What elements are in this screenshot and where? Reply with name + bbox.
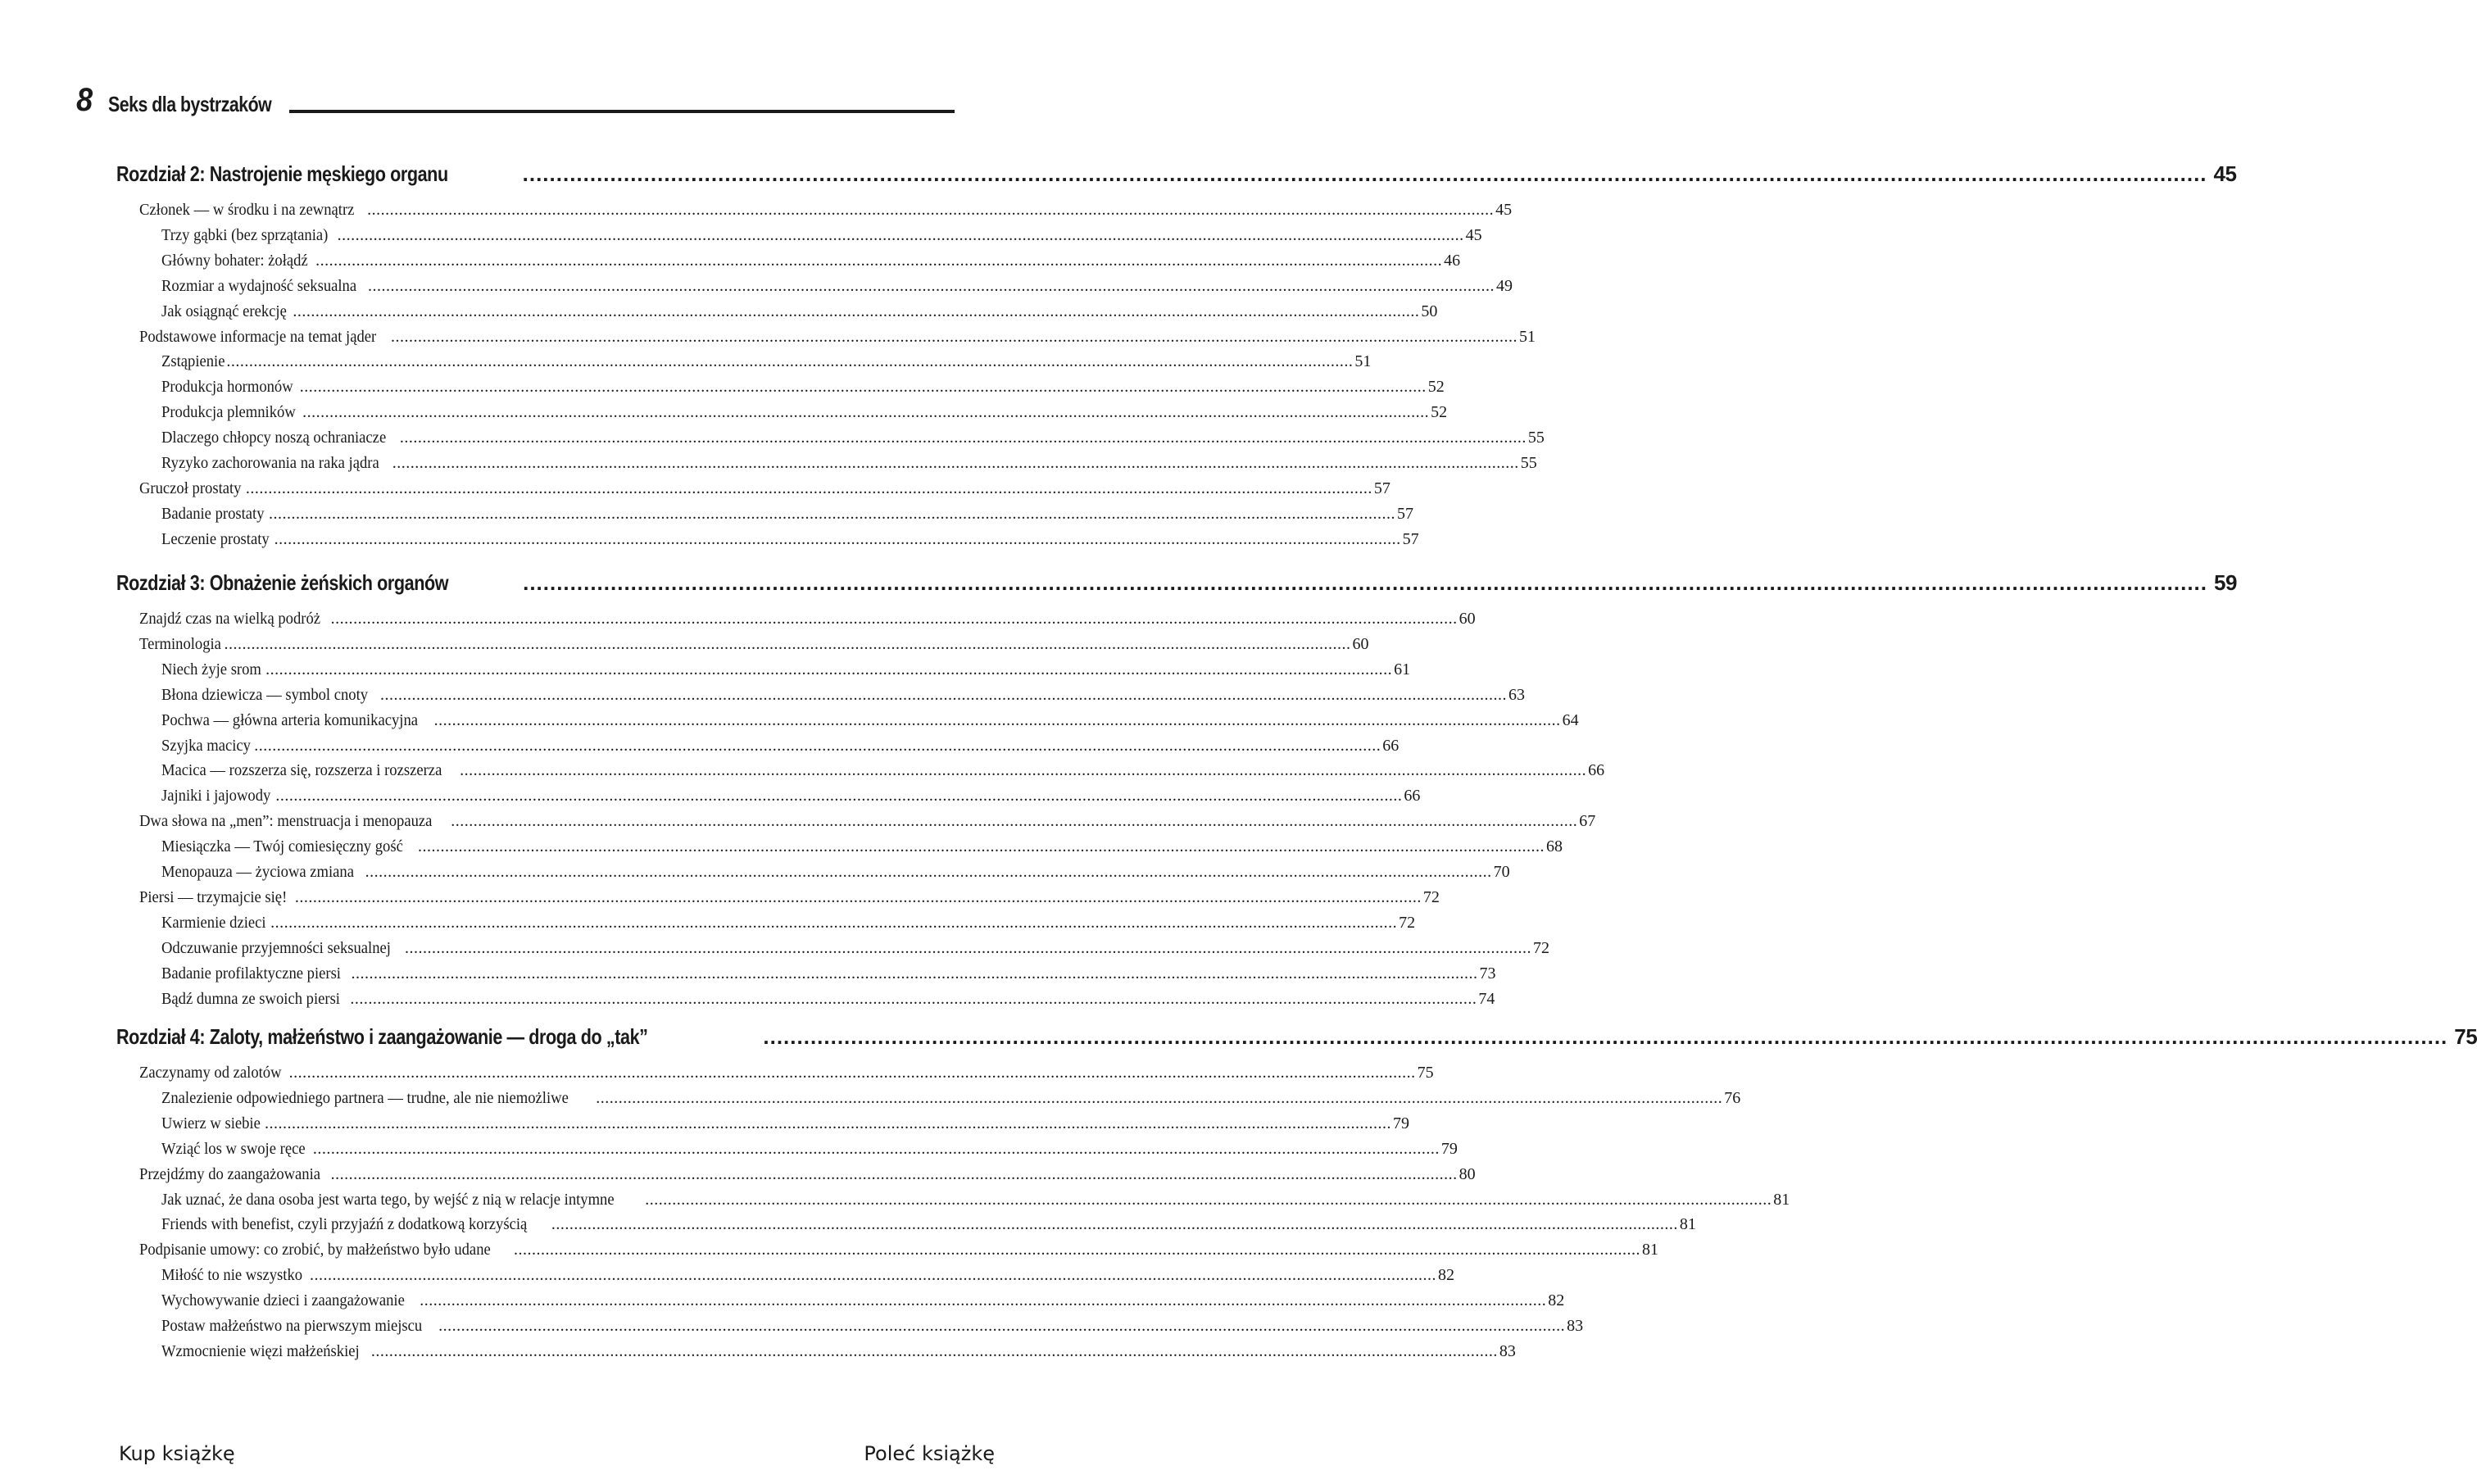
dot-leader: .......................................................................................................................................................................................................................................................... xyxy=(337,225,1464,244)
entry-page-number: 60 xyxy=(1352,634,1369,653)
entry-title: Produkcja plemników xyxy=(161,403,296,422)
toc-subsection-entry[interactable] xyxy=(161,378,1445,402)
toc-subsection-entry[interactable] xyxy=(161,454,1537,479)
dot-leader: .......................................................................................................................................................................................................................................................... xyxy=(645,1190,1772,1209)
dot-leader: .......................................................................................................................................................................................................................................................... xyxy=(368,276,1495,295)
toc-subsection-entry[interactable] xyxy=(161,429,1545,453)
entry-page-number: 66 xyxy=(1382,736,1400,755)
recommend-book-link[interactable]: Poleć książkę xyxy=(864,1442,995,1465)
dot-leader: .......................................................................................................................................................................................................................................................... xyxy=(274,529,1401,548)
entry-title: Friends with benefist, czyli przyjaźń z dodatkową korzyścią xyxy=(161,1215,528,1234)
entry-page-number: 72 xyxy=(1533,938,1550,957)
entry-page-number: 57 xyxy=(1396,504,1413,523)
toc-section-entry[interactable] xyxy=(139,1064,1434,1088)
book-title: Seks dla bystrzaków xyxy=(108,92,272,116)
dot-leader: .......................................................................................................................................................................................................................................................... xyxy=(275,787,1403,806)
dot-leader: .......................................................................................................................................................................................................................................................... xyxy=(254,736,1381,755)
entry-title: Dwa słowa na „men”: menstruacja i menopauza xyxy=(139,812,433,831)
entry-title: Terminologia xyxy=(139,634,221,653)
dot-leader: .......................................................................................................................................................................................................................................................... xyxy=(514,1241,1641,1259)
dot-leader: .......................................................................................................................................................................................................................................................... xyxy=(330,1164,1458,1183)
entry-title: Podpisanie umowy: co zrobić, by małżeństwo było udane xyxy=(139,1241,491,1259)
dot-leader: .......................................................................................................................................................................................................................................................... xyxy=(270,913,1398,932)
buy-book-link[interactable]: Kup książkę xyxy=(119,1442,235,1465)
entry-title: Leczenie prostaty xyxy=(161,529,270,548)
toc-subsection-entry[interactable] xyxy=(161,837,1563,862)
dot-leader: .......................................................................................................................................................................................................................................................... xyxy=(433,710,1561,729)
toc-subsection-entry[interactable] xyxy=(161,761,1605,786)
dot-leader: .......................................................................................................................................................................................................................................................... xyxy=(302,403,1430,422)
running-header xyxy=(75,79,955,116)
toc-subsection-entry[interactable] xyxy=(161,1291,1565,1316)
entry-title: Miesiączka — Twój comiesięczny gość xyxy=(161,837,403,856)
entry-page-number: 81 xyxy=(1642,1241,1659,1259)
dot-leader: .......................................................................................................................................................................................................................................................... xyxy=(418,837,1545,856)
entry-page-number: 60 xyxy=(1459,610,1476,628)
dot-leader: .......................................................................................................................................................................................................................................................... xyxy=(380,685,1508,704)
toc-subsection-entry[interactable] xyxy=(161,1266,1454,1291)
dot-leader: .......................................................................................................................................................................................................................................................... xyxy=(405,938,1532,957)
toc-subsection-entry[interactable] xyxy=(161,989,1495,1014)
toc-subsection-entry[interactable] xyxy=(161,225,1482,251)
entry-title: Znajdź czas na wielką podróż xyxy=(139,610,321,628)
entry-page-number: 57 xyxy=(1373,479,1390,497)
entry-title: Rozmiar a wydajność seksualna xyxy=(161,276,357,295)
toc-subsection-entry[interactable] xyxy=(161,403,1448,428)
chapter-title: Rozdział 4: Zaloty, małżeństwo i zaangażowanie — droga do „tak” xyxy=(116,1024,648,1049)
entry-page-number: 72 xyxy=(1399,913,1416,932)
entry-page-number: 64 xyxy=(1562,710,1579,729)
entry-page-number: 55 xyxy=(1527,429,1545,447)
toc-subsection-entry[interactable] xyxy=(161,660,1411,685)
dot-leader: .......................................................................................................................................................................................................................................................... xyxy=(264,1114,1391,1132)
toc-section-entry[interactable] xyxy=(139,1241,1659,1265)
dot-leader: .......................................................................................................................................................................................................................................................... xyxy=(367,201,1495,219)
toc-subsection-entry[interactable] xyxy=(161,1341,1516,1367)
entry-page-number: 83 xyxy=(1567,1317,1584,1335)
chapter-page-number: 75 xyxy=(2454,1024,2477,1049)
entry-title: Szyjka macicy xyxy=(161,736,251,755)
toc-section-entry[interactable] xyxy=(139,327,1536,352)
entry-page-number: 73 xyxy=(1479,964,1496,983)
toc-subsection-entry[interactable] xyxy=(161,302,1438,327)
toc-subsection-entry[interactable] xyxy=(161,863,1510,887)
entry-title: Jak uznać, że dana osoba jest warta tego, by wejść z nią w relacje intymne xyxy=(161,1190,615,1209)
dot-leader: .......................................................................................................................................................................................................................................................... xyxy=(391,327,1518,346)
entry-page-number: 76 xyxy=(1724,1088,1741,1107)
toc-subsection-entry[interactable] xyxy=(161,352,1372,377)
chapter-heading[interactable] xyxy=(116,570,2237,603)
entry-title: Znalezienie odpowiedniego partnera — trudne, ale nie niemożliwe xyxy=(161,1088,569,1107)
chapter-heading[interactable] xyxy=(116,1024,2477,1057)
entry-page-number: 46 xyxy=(1444,251,1461,270)
entry-title: Niech żyje srom xyxy=(161,660,261,678)
toc-section-entry[interactable] xyxy=(139,634,1369,660)
entry-title: Jajniki i jajowody xyxy=(161,787,271,806)
entry-title: Przejdźmy do zaangażowania xyxy=(139,1164,321,1183)
entry-title: Jak osiągnąć erekcję xyxy=(161,302,287,320)
toc-subsection-entry[interactable] xyxy=(161,529,1419,555)
chapter-page-number: 45 xyxy=(2213,161,2237,186)
dot-leader: .......................................................................................................................................................................................................................................................... xyxy=(370,1341,1498,1360)
entry-page-number: 66 xyxy=(1404,787,1421,806)
entry-title: Miłość to nie wszystko xyxy=(161,1266,303,1285)
entry-title: Błona dziewicza — symbol cnoty xyxy=(161,685,369,704)
entry-title: Wziąć los w swoje ręce xyxy=(161,1139,306,1158)
dot-leader: .......................................................................................................................................................................................................................................................... xyxy=(522,161,2207,186)
entry-title: Członek — w środku i na zewnątrz xyxy=(139,201,355,219)
entry-page-number: 52 xyxy=(1427,378,1445,397)
entry-title: Uwierz w siebie xyxy=(161,1114,261,1132)
entry-title: Postaw małżeństwo na pierwszym miejscu xyxy=(161,1317,423,1335)
dot-leader: .......................................................................................................................................................................................................................................................... xyxy=(226,352,1354,371)
entry-page-number: 82 xyxy=(1548,1291,1565,1310)
dot-leader: .......................................................................................................................................................................................................................................................... xyxy=(596,1088,1723,1107)
entry-page-number: 67 xyxy=(1579,812,1596,831)
entry-title: Gruczoł prostaty xyxy=(139,479,242,497)
chapter-page-number: 59 xyxy=(2214,570,2237,595)
dot-leader: .......................................................................................................................................................................................................................................................... xyxy=(523,570,2208,595)
toc-subsection-entry[interactable] xyxy=(161,276,1513,302)
entry-title: Odczuwanie przyjemności seksualnej xyxy=(161,938,391,957)
entry-title: Badanie profilaktyczne piersi xyxy=(161,964,341,983)
dot-leader: .......................................................................................................................................................................................................................................................... xyxy=(312,1139,1440,1158)
entry-title: Piersi — trzymajcie się! xyxy=(139,887,288,906)
entry-page-number: 70 xyxy=(1493,863,1510,881)
entry-title: Ryzyko zachorowania na raka jądra xyxy=(161,454,379,472)
entry-page-number: 63 xyxy=(1508,685,1526,704)
entry-page-number: 52 xyxy=(1431,403,1448,422)
entry-title: Zaczynamy od zalotów xyxy=(139,1064,282,1082)
toc-subsection-entry[interactable] xyxy=(161,1088,1741,1114)
entry-page-number: 66 xyxy=(1588,761,1605,780)
entry-title: Zstąpienie xyxy=(161,352,225,371)
dot-leader: .......................................................................................................................................................................................................................................................... xyxy=(294,887,1422,906)
entry-page-number: 45 xyxy=(1465,225,1482,244)
toc-subsection-entry[interactable] xyxy=(161,710,1579,736)
toc-subsection-entry[interactable] xyxy=(161,504,1413,529)
toc-subsection-entry[interactable] xyxy=(161,1317,1584,1341)
chapter-title: Rozdział 3: Obnażenie żeńskich organów xyxy=(116,570,449,595)
page-number: 8 xyxy=(76,82,93,118)
dot-leader: .......................................................................................................................................................................................................................................................... xyxy=(420,1291,1547,1310)
toc-subsection-entry[interactable] xyxy=(161,1190,1790,1215)
toc-subsection-entry[interactable] xyxy=(161,913,1416,938)
dot-leader: .......................................................................................................................................................................................................................................................... xyxy=(224,634,1351,653)
entry-page-number: 57 xyxy=(1402,529,1419,548)
entry-title: Menopauza — życiowa zmiana xyxy=(161,863,354,881)
header-rule xyxy=(289,110,955,113)
entry-page-number: 83 xyxy=(1499,1341,1516,1360)
dot-leader: .......................................................................................................................................................................................................................................................... xyxy=(265,660,1393,678)
dot-leader: .......................................................................................................................................................................................................................................................... xyxy=(460,761,1587,780)
dot-leader: .......................................................................................................................................................................................................................................................... xyxy=(763,1024,2448,1049)
dot-leader: .......................................................................................................................................................................................................................................................... xyxy=(365,863,1492,881)
entry-title: Bądź dumna ze swoich piersi xyxy=(161,989,340,1008)
toc-section-entry[interactable] xyxy=(139,887,1440,913)
dot-leader: .......................................................................................................................................................................................................................................................... xyxy=(315,251,1443,270)
entry-page-number: 82 xyxy=(1438,1266,1454,1285)
dot-leader: .......................................................................................................................................................................................................................................................... xyxy=(438,1317,1566,1335)
toc-subsection-entry[interactable] xyxy=(161,1139,1458,1164)
toc-section-entry[interactable] xyxy=(139,812,1596,837)
toc-section-entry[interactable] xyxy=(139,610,1476,634)
toc-subsection-entry[interactable] xyxy=(161,1114,1409,1139)
entry-page-number: 81 xyxy=(1773,1190,1790,1209)
entry-title: Wzmocnienie więzi małżeńskiej xyxy=(161,1341,360,1360)
entry-page-number: 51 xyxy=(1354,352,1372,371)
toc-subsection-entry[interactable] xyxy=(161,938,1550,964)
entry-title: Produkcja hormonów xyxy=(161,378,293,397)
toc-subsection-entry[interactable] xyxy=(161,251,1461,276)
dot-leader: .......................................................................................................................................................................................................................................................... xyxy=(268,504,1395,523)
entry-page-number: 55 xyxy=(1520,454,1537,472)
entry-title: Dlaczego chłopcy noszą ochraniacze xyxy=(161,429,387,447)
dot-leader: .......................................................................................................................................................................................................................................................... xyxy=(451,812,1578,831)
toc-subsection-entry[interactable] xyxy=(161,964,1496,989)
entry-title: Wychowywanie dzieci i zaangażowanie xyxy=(161,1291,405,1310)
toc-subsection-entry[interactable] xyxy=(161,1215,1696,1240)
dot-leader: .......................................................................................................................................................................................................................................................... xyxy=(392,454,1519,472)
toc-section-entry[interactable] xyxy=(139,1164,1476,1190)
entry-title: Trzy gąbki (bez sprzątania) xyxy=(161,225,329,244)
entry-page-number: 74 xyxy=(1478,989,1495,1008)
dot-leader: .......................................................................................................................................................................................................................................................... xyxy=(399,429,1527,447)
entry-page-number: 79 xyxy=(1392,1114,1409,1132)
entry-title: Podstawowe informacje na temat jąder xyxy=(139,327,377,346)
entry-page-number: 61 xyxy=(1394,660,1411,678)
entry-page-number: 50 xyxy=(1421,302,1438,320)
toc-subsection-entry[interactable] xyxy=(161,685,1526,710)
dot-leader: .......................................................................................................................................................................................................................................................... xyxy=(293,302,1420,320)
entry-page-number: 45 xyxy=(1495,201,1513,219)
dot-leader: .......................................................................................................................................................................................................................................................... xyxy=(299,378,1427,397)
entry-title: Badanie prostaty xyxy=(161,504,265,523)
entry-page-number: 81 xyxy=(1679,1215,1696,1234)
entry-page-number: 75 xyxy=(1417,1064,1434,1082)
toc-subsection-entry[interactable] xyxy=(161,736,1400,761)
entry-title: Pochwa — główna arteria komunikacyjna xyxy=(161,710,419,729)
toc-section-entry[interactable] xyxy=(139,201,1513,225)
dot-leader: .......................................................................................................................................................................................................................................................... xyxy=(310,1266,1436,1285)
entry-page-number: 51 xyxy=(1519,327,1536,346)
entry-page-number: 79 xyxy=(1440,1139,1458,1158)
dot-leader: .......................................................................................................................................................................................................................................................... xyxy=(350,989,1477,1008)
chapter-title: Rozdział 2: Nastrojenie męskiego organu xyxy=(116,161,448,186)
entry-page-number: 72 xyxy=(1422,887,1440,906)
dot-leader: .......................................................................................................................................................................................................................................................... xyxy=(330,610,1458,628)
entry-title: Główny bohater: żołądź xyxy=(161,251,308,270)
entry-page-number: 80 xyxy=(1459,1164,1476,1183)
entry-title: Karmienie dzieci xyxy=(161,913,266,932)
toc-section-entry[interactable] xyxy=(139,479,1390,504)
entry-page-number: 68 xyxy=(1546,837,1563,856)
toc-subsection-entry[interactable] xyxy=(161,787,1421,811)
dot-leader: .......................................................................................................................................................................................................................................................... xyxy=(351,964,1478,983)
dot-leader: .......................................................................................................................................................................................................................................................... xyxy=(288,1064,1416,1082)
dot-leader: .......................................................................................................................................................................................................................................................... xyxy=(551,1215,1678,1234)
dot-leader: .......................................................................................................................................................................................................................................................... xyxy=(245,479,1372,497)
entry-page-number: 49 xyxy=(1496,276,1513,295)
chapter-heading[interactable] xyxy=(116,161,2237,194)
entry-title: Macica — rozszerza się, rozszerza i rozszerza xyxy=(161,761,442,780)
